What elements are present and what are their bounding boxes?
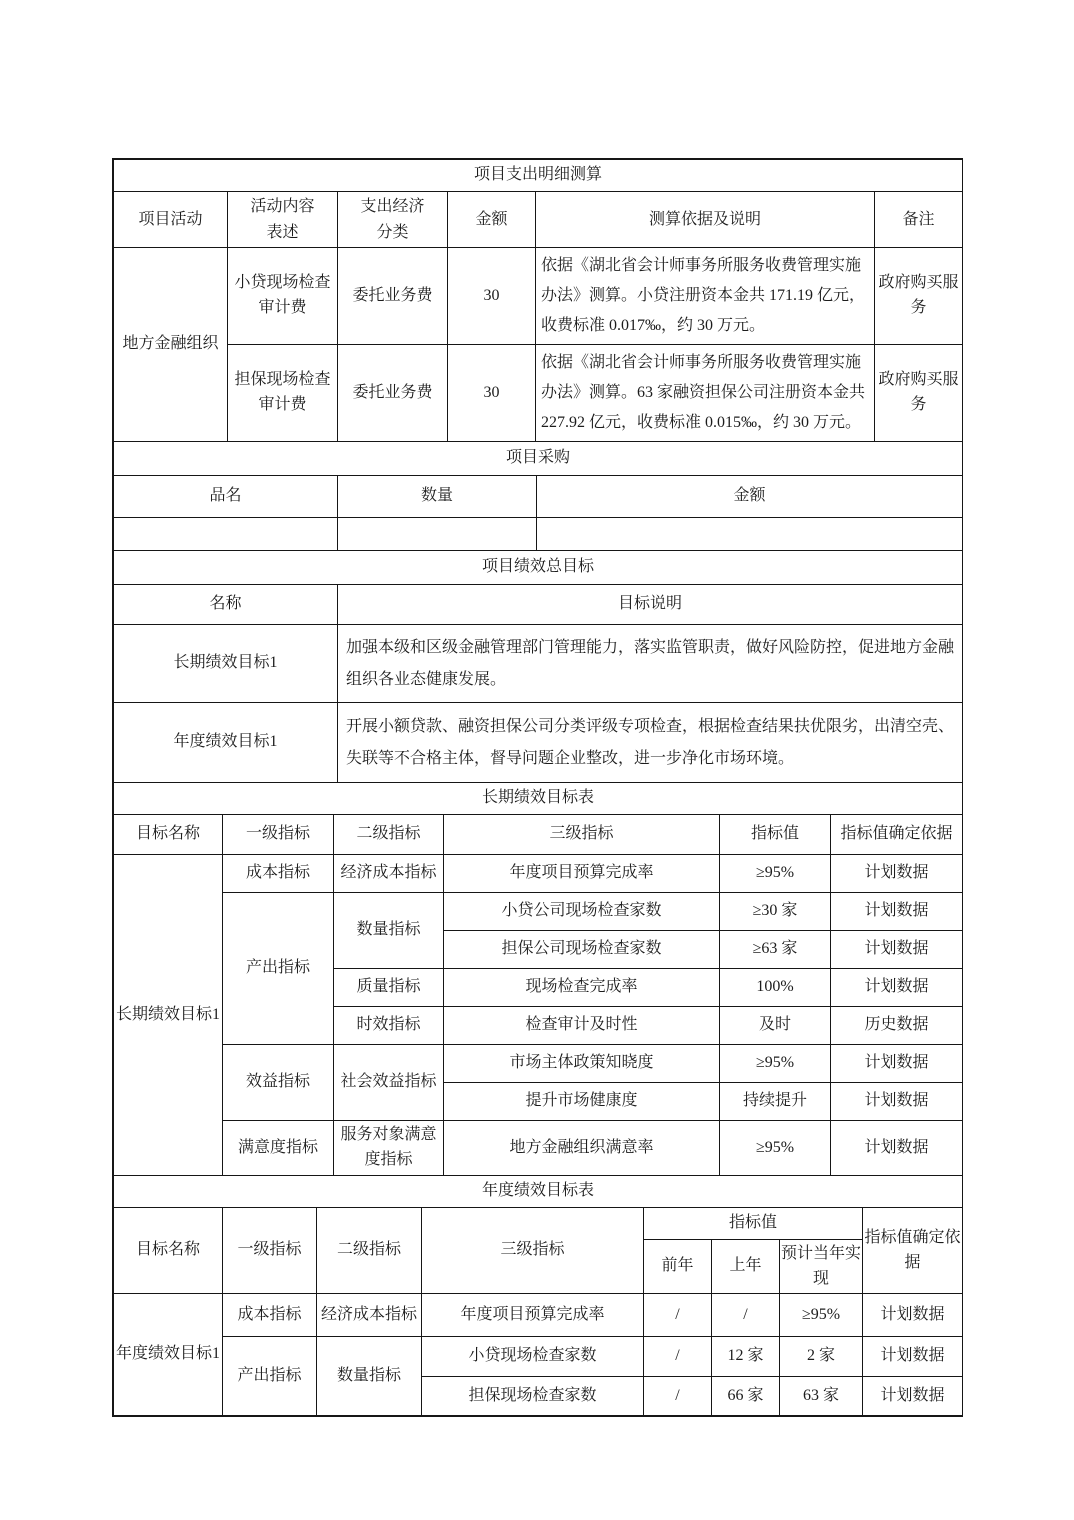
level3-cell: 地方金融组织满意率 xyxy=(444,1121,720,1176)
prev2-value-cell: / xyxy=(644,1377,712,1416)
amount-cell xyxy=(537,518,963,551)
level2-cell: 时效指标 xyxy=(334,1007,444,1045)
level2-cell: 经济成本指标 xyxy=(317,1294,422,1337)
level3-cell: 现场检查完成率 xyxy=(444,969,720,1007)
level3-cell: 市场主体政策知晓度 xyxy=(444,1045,720,1083)
goal-label-cell: 长期绩效目标1 xyxy=(114,855,223,1176)
col-header-expected-current-year: 预计当年实现 xyxy=(780,1239,863,1294)
value-cell: ≥63 家 xyxy=(720,931,831,969)
basis-cell: 计划数据 xyxy=(831,1045,963,1083)
basis-cell: 计划数据 xyxy=(831,969,963,1007)
item-name-cell xyxy=(114,518,338,551)
activity-cell: 小贷现场检查审计费 xyxy=(228,248,338,345)
col-header-goal-description: 目标说明 xyxy=(338,585,963,625)
col-header-year-before-last: 前年 xyxy=(644,1239,712,1294)
col-header-level3: 三级指标 xyxy=(444,815,720,855)
prev1-value-cell: 12 家 xyxy=(712,1337,780,1377)
level3-cell: 检查审计及时性 xyxy=(444,1007,720,1045)
current-value-cell: 63 家 xyxy=(780,1377,863,1416)
value-cell: ≥30 家 xyxy=(720,893,831,931)
col-header-level2: 二级指标 xyxy=(334,815,444,855)
value-cell: ≥95% xyxy=(720,1045,831,1083)
level3-cell: 担保公司现场检查家数 xyxy=(444,931,720,969)
basis-cell: 计划数据 xyxy=(863,1294,963,1337)
procurement-section-title: 项目采购 xyxy=(114,442,963,476)
basis-cell: 计划数据 xyxy=(831,855,963,893)
col-header-goal-name: 目标名称 xyxy=(114,1207,223,1294)
col-header-project-activity: 项目活动 xyxy=(114,192,228,248)
amount-cell: 30 xyxy=(448,345,536,442)
level1-cell: 产出指标 xyxy=(223,1337,317,1416)
level2-cell: 社会效益指标 xyxy=(334,1045,444,1121)
goal-description-cell: 加强本级和区级金融管理部门管理能力，落实监管职责，做好风险防控，促进地方金融组织各业态健康发展。 xyxy=(338,625,963,703)
longterm-section-title: 长期绩效目标表 xyxy=(114,783,963,815)
col-header-value-basis: 指标值确定依据 xyxy=(863,1207,963,1294)
expenditure-table xyxy=(113,159,963,442)
basis-cell: 计划数据 xyxy=(831,1121,963,1176)
basis-cell: 计划数据 xyxy=(863,1377,963,1416)
col-header-item-name: 品名 xyxy=(114,476,338,518)
col-header-level3: 三级指标 xyxy=(422,1207,644,1294)
level1-cell: 满意度指标 xyxy=(223,1121,334,1176)
value-cell: 持续提升 xyxy=(720,1083,831,1121)
goal-label-cell: 年度绩效目标1 xyxy=(114,1294,223,1416)
col-header-note: 备注 xyxy=(875,192,963,248)
overall-goals-table xyxy=(113,550,963,783)
level1-cell: 效益指标 xyxy=(223,1045,334,1121)
value-cell: 及时 xyxy=(720,1007,831,1045)
basis-cell: 依据《湖北省会计师事务所服务收费管理实施办法》测算。小贷注册资本金共 171.19 亿元，收费标准 0.017‰，约 30 万元。 xyxy=(536,248,875,345)
level1-cell: 成本指标 xyxy=(223,855,334,893)
col-header-level2: 二级指标 xyxy=(317,1207,422,1294)
prev2-value-cell: / xyxy=(644,1294,712,1337)
current-value-cell: ≥95% xyxy=(780,1294,863,1337)
prev2-value-cell: / xyxy=(644,1337,712,1377)
expenditure-section-title: 项目支出明细测算 xyxy=(114,160,963,192)
goal-name-cell: 年度绩效目标1 xyxy=(114,703,338,783)
col-header-indicator-value-group: 指标值 xyxy=(644,1207,863,1239)
level3-cell: 小贷现场检查家数 xyxy=(422,1337,644,1377)
value-cell: ≥95% xyxy=(720,855,831,893)
col-header-level1: 一级指标 xyxy=(223,815,334,855)
category-cell: 委托业务费 xyxy=(338,345,448,442)
longterm-goals-table xyxy=(113,782,963,1176)
goal-name-cell: 长期绩效目标1 xyxy=(114,625,338,703)
level3-cell: 年度项目预算完成率 xyxy=(422,1294,644,1337)
col-header-calc-basis: 测算依据及说明 xyxy=(536,192,875,248)
basis-cell: 计划数据 xyxy=(831,893,963,931)
level1-cell: 产出指标 xyxy=(223,893,334,1045)
col-header-amount: 金额 xyxy=(448,192,536,248)
level2-cell: 数量指标 xyxy=(334,893,444,969)
amount-cell: 30 xyxy=(448,248,536,345)
budget-performance-document xyxy=(112,158,963,1417)
basis-cell: 计划数据 xyxy=(863,1337,963,1377)
basis-cell: 依据《湖北省会计师事务所服务收费管理实施办法》测算。63 家融资担保公司注册资本金共 227.92 亿元，收费标准 0.015‰，约 30 万元。 xyxy=(536,345,875,442)
note-cell: 政府购买服务 xyxy=(875,345,963,442)
col-header-expense-category: 支出经济分类 xyxy=(338,192,448,248)
level3-cell: 提升市场健康度 xyxy=(444,1083,720,1121)
value-cell: ≥95% xyxy=(720,1121,831,1176)
level1-cell: 成本指标 xyxy=(223,1294,317,1337)
category-cell: 委托业务费 xyxy=(338,248,448,345)
level3-cell: 年度项目预算完成率 xyxy=(444,855,720,893)
col-header-activity-description: 活动内容表述 xyxy=(228,192,338,248)
col-header-value-basis: 指标值确定依据 xyxy=(831,815,963,855)
value-cell: 100% xyxy=(720,969,831,1007)
procurement-table xyxy=(113,441,963,551)
annual-section-title: 年度绩效目标表 xyxy=(114,1175,963,1207)
note-cell: 政府购买服务 xyxy=(875,248,963,345)
activity-cell: 担保现场检查审计费 xyxy=(228,345,338,442)
goal-description-cell: 开展小额贷款、融资担保公司分类评级专项检查，根据检查结果扶优限劣，出清空壳、失联等不合格主体，督导问题企业整改，进一步净化市场环境。 xyxy=(338,703,963,783)
level2-cell: 服务对象满意度指标 xyxy=(334,1121,444,1176)
basis-cell: 历史数据 xyxy=(831,1007,963,1045)
basis-cell: 计划数据 xyxy=(831,931,963,969)
current-value-cell: 2 家 xyxy=(780,1337,863,1377)
level2-cell: 质量指标 xyxy=(334,969,444,1007)
col-header-level1: 一级指标 xyxy=(223,1207,317,1294)
level3-cell: 担保现场检查家数 xyxy=(422,1377,644,1416)
level2-cell: 经济成本指标 xyxy=(334,855,444,893)
col-header-goal-name: 名称 xyxy=(114,585,338,625)
basis-cell: 计划数据 xyxy=(831,1083,963,1121)
level2-cell: 数量指标 xyxy=(317,1337,422,1416)
col-header-quantity: 数量 xyxy=(338,476,537,518)
col-header-goal-name: 目标名称 xyxy=(114,815,223,855)
quantity-cell xyxy=(338,518,537,551)
col-header-last-year: 上年 xyxy=(712,1239,780,1294)
group-label-cell: 地方金融组织 xyxy=(114,248,228,442)
annual-goals-table xyxy=(113,1175,963,1417)
prev1-value-cell: / xyxy=(712,1294,780,1337)
col-header-indicator-value: 指标值 xyxy=(720,815,831,855)
col-header-amount: 金额 xyxy=(537,476,963,518)
prev1-value-cell: 66 家 xyxy=(712,1377,780,1416)
overall-goals-section-title: 项目绩效总目标 xyxy=(114,551,963,585)
level3-cell: 小贷公司现场检查家数 xyxy=(444,893,720,931)
